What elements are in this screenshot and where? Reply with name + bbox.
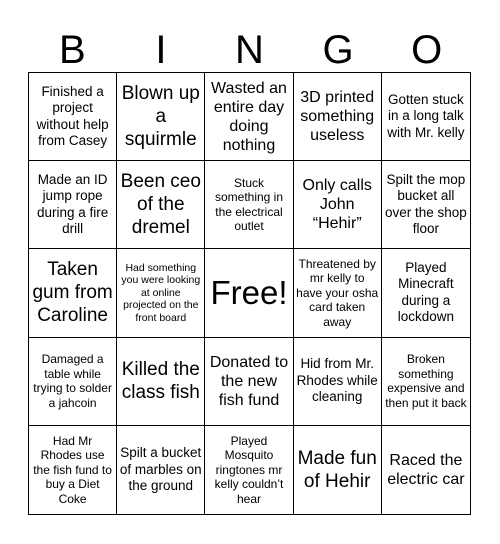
header-letter-i: I xyxy=(155,28,167,72)
bingo-board xyxy=(28,72,471,515)
cell-text: Only calls John “Hehir” xyxy=(302,177,372,233)
bingo-cell[interactable] xyxy=(29,161,117,249)
bingo-cell[interactable] xyxy=(382,249,470,337)
header-letter-n: N xyxy=(235,28,264,72)
cell-text: Had something you were looking at online projected on the front board xyxy=(121,261,201,324)
bingo-cell[interactable] xyxy=(205,73,293,161)
cell-text: Finished a project without help from Casey xyxy=(36,83,109,149)
cell-text: Blown up a squirmle xyxy=(121,83,200,151)
bingo-cell[interactable] xyxy=(205,426,293,514)
cell-text: Played Minecraft during a lockdown xyxy=(397,259,455,325)
cell-text: Spilt a bucket of marbles on the ground xyxy=(119,445,202,494)
bingo-cell[interactable] xyxy=(205,161,293,249)
bingo-cell[interactable] xyxy=(29,73,117,161)
cell-text: Damaged a table while trying to solder a jahcoin xyxy=(33,352,112,410)
bingo-cell[interactable] xyxy=(117,249,205,337)
bingo-cell[interactable] xyxy=(29,426,117,514)
cell-text: Donated to the new fish fund xyxy=(209,353,289,409)
free-space-label: Free! xyxy=(210,274,288,312)
free-space[interactable] xyxy=(205,249,293,337)
bingo-cell[interactable] xyxy=(294,73,382,161)
bingo-cell[interactable] xyxy=(117,161,205,249)
cell-text: Had Mr Rhodes use the fish fund to buy a Diet Coke xyxy=(33,433,112,506)
bingo-cell[interactable] xyxy=(117,338,205,426)
cell-text: 3D printed something useless xyxy=(300,89,375,145)
bingo-cell[interactable] xyxy=(294,338,382,426)
header-letter-g: G xyxy=(322,28,354,72)
bingo-cell[interactable] xyxy=(205,338,293,426)
bingo-cell[interactable] xyxy=(29,249,117,337)
bingo-cell[interactable] xyxy=(294,426,382,514)
header-letter-b: B xyxy=(58,28,86,72)
bingo-cell[interactable] xyxy=(294,161,382,249)
cell-text: Made an ID jump rope during a fire drill xyxy=(36,171,109,237)
cell-text: Spilt the mop bucket all over the shop floor xyxy=(384,171,467,237)
cell-text: Played Mosquito ringtones mr kelly couldn’t hear xyxy=(214,433,284,506)
bingo-cell[interactable] xyxy=(29,338,117,426)
cell-text: Broken something expensive and then put it back xyxy=(385,352,467,410)
cell-text: Raced the electric car xyxy=(387,451,465,488)
bingo-cell[interactable] xyxy=(382,426,470,514)
bingo-header xyxy=(28,28,471,72)
cell-text: Stuck something in the electrical outlet xyxy=(214,175,284,234)
cell-text: Taken gum from Caroline xyxy=(32,259,113,327)
cell-text: Made fun of Hehir xyxy=(297,447,377,492)
cell-text: Gotten stuck in a long talk with Mr. kelly xyxy=(387,91,465,140)
bingo-cell[interactable] xyxy=(382,338,470,426)
bingo-cell[interactable] xyxy=(382,161,470,249)
cell-text: Threatened by mr kelly to have your osha card taken away xyxy=(296,256,379,329)
bingo-cell[interactable] xyxy=(382,73,470,161)
bingo-cell[interactable] xyxy=(294,249,382,337)
bingo-cell[interactable] xyxy=(117,426,205,514)
cell-text: Hid from Mr. Rhodes while cleaning xyxy=(296,356,378,405)
cell-text: Been ceo of the dremel xyxy=(120,171,201,239)
cell-text: Wasted an entire day doing nothing xyxy=(211,79,287,154)
bingo-cell[interactable] xyxy=(117,73,205,161)
header-letter-o: O xyxy=(411,28,443,72)
cell-text: Killed the class fish xyxy=(121,359,200,404)
